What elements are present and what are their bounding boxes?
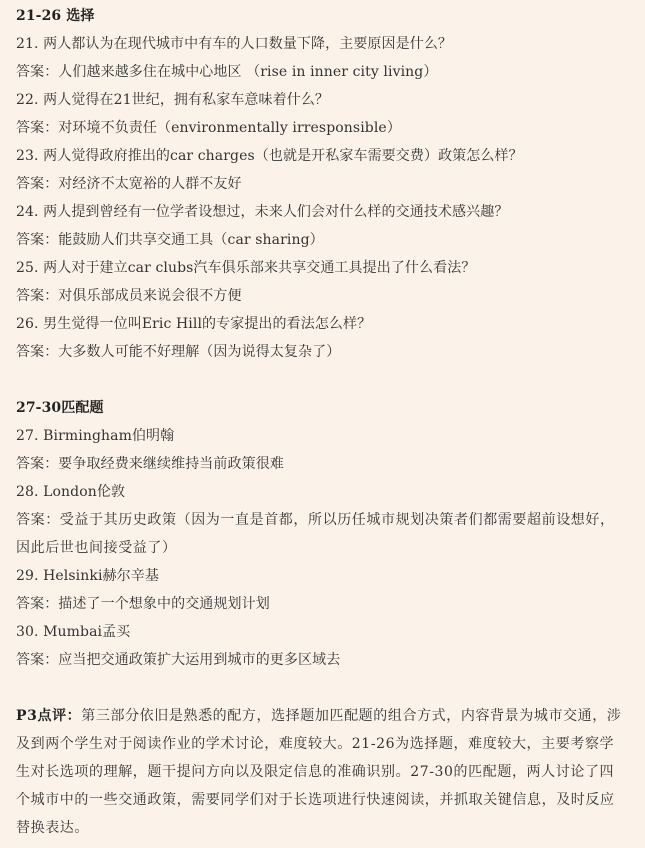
question-29 xyxy=(16,562,635,618)
question-text: 22. 两人觉得在21世纪，拥有私家车意味着什么？ xyxy=(16,92,330,108)
answer-text: 答案：能鼓励人们共享交通工具（car sharing） xyxy=(16,232,324,248)
question-25 xyxy=(16,254,635,310)
question-text: 25. 两人对于建立car clubs汽车俱乐部来共享交通工具提出了什么看法？ xyxy=(16,260,476,276)
section-heading-27-30: 27-30匹配题 xyxy=(16,400,104,416)
question-text: 21. 两人都认为在现代城市中有车的人口数量下降，主要原因是什么？ xyxy=(16,36,453,52)
answer-text: 答案：大多数人可能不好理解（因为说得太复杂了） xyxy=(16,344,341,360)
question-23 xyxy=(16,142,635,198)
question-text: 30. Mumbai孟买 xyxy=(16,624,131,640)
answer-text: 答案：受益于其历史政策（因为一直是首都，所以历任城市规划决策者们都需要超前设想好，因此后世也间接受益了） xyxy=(16,512,615,556)
section-spacer xyxy=(16,366,635,394)
answer-text: 答案：对经济不太宽裕的人群不友好 xyxy=(16,176,242,192)
question-text: 26. 男生觉得一位叫Eric Hill的专家提出的看法怎么样？ xyxy=(16,316,372,332)
commentary-text: 第三部分依旧是熟悉的配方，选择题加匹配题的组合方式，内容背景为城市交通，涉及到两个学生对于阅读作业的学术讨论，难度较大。21-26为选择题，难度较大，主要考察学生对长选项的理解，题干提问方向以及限定信息的准确识别。27-30的匹配题，两人讨论了四个城市中的一些交通政策，需要同学们对于长选项进行快速阅读，并抓取关键信息，及时反应替换表达。 xyxy=(16,708,622,836)
question-text: 24. 两人提到曾经有一位学者设想过，未来人们会对什么样的交通技术感兴趣？ xyxy=(16,204,509,220)
commentary-lead: P3点评： xyxy=(16,708,82,724)
answer-text: 答案：要争取经费来继续维持当前政策很难 xyxy=(16,456,284,472)
answer-text: 答案：对环境不负责任（environmentally irresponsible） xyxy=(16,120,401,136)
question-28 xyxy=(16,478,635,562)
question-26 xyxy=(16,310,635,366)
answer-text: 答案：人们越来越多住在城中心地区 （rise in inner city living） xyxy=(16,64,438,80)
question-text: 27. Birmingham伯明翰 xyxy=(16,428,175,444)
answer-text: 答案：描述了一个想象中的交通规划计划 xyxy=(16,596,270,612)
answer-text: 答案：应当把交通政策扩大运用到城市的更多区域去 xyxy=(16,652,341,668)
commentary-paragraph xyxy=(16,702,627,842)
answer-text: 答案：对俱乐部成员来说会很不方便 xyxy=(16,288,242,304)
question-text: 23. 两人觉得政府推出的car charges（也就是开私家车需要交费）政策怎么样？ xyxy=(16,148,523,164)
question-24 xyxy=(16,198,635,254)
section-heading-21-26: 21-26 选择 xyxy=(16,8,95,24)
question-text: 29. Helsinki赫尔辛基 xyxy=(16,568,159,584)
question-27 xyxy=(16,422,635,478)
question-30 xyxy=(16,618,635,674)
section-spacer xyxy=(16,674,635,702)
question-22 xyxy=(16,86,635,142)
question-text: 28. London伦敦 xyxy=(16,484,126,500)
question-21 xyxy=(16,30,635,86)
